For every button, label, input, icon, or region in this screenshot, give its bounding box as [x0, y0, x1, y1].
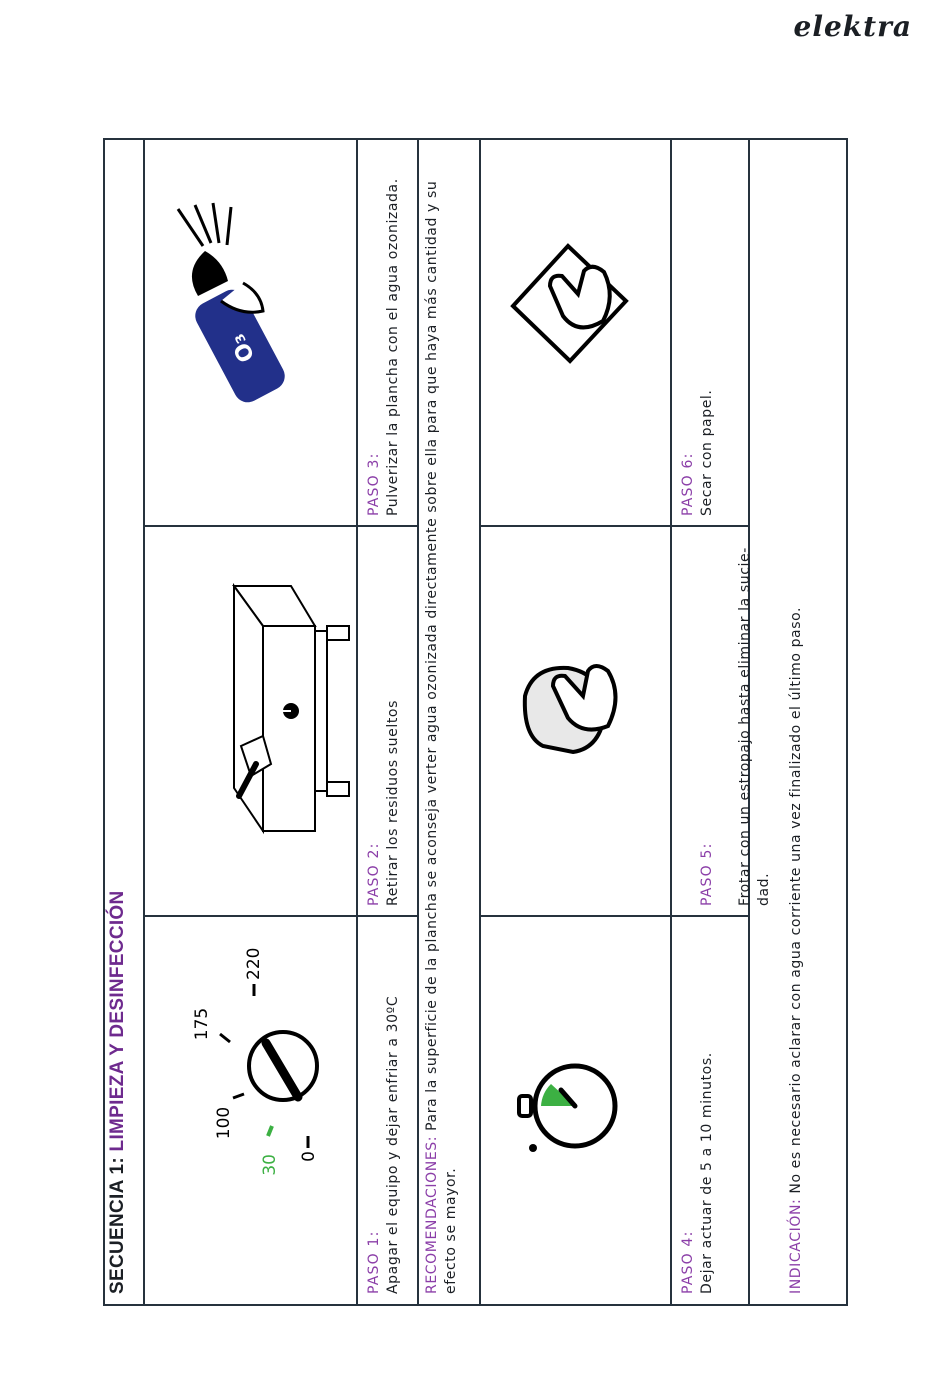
step-1-label: PASO 1:: [366, 1230, 382, 1294]
step-6-text: Secar con papel.: [699, 389, 715, 516]
recommendations-text: Para la superficie de la plancha se aconseja verter agua ozonizada directamente sobre ella para que haya más cantidad y su efecto se mayor.: [424, 180, 459, 1294]
step-5: [679, 536, 774, 906]
brand-logo: elektra: [793, 10, 912, 43]
step-2: [365, 536, 403, 906]
step-2-label: PASO 2:: [366, 842, 382, 906]
scouring-pad-hand-icon: [513, 646, 633, 766]
step-3: [365, 146, 403, 516]
recommendations: [423, 149, 461, 1294]
step-3-text: Pulverizar la plancha con el agua ozonizada.: [385, 178, 401, 516]
sequence-sheet: [103, 138, 848, 1306]
indication-label: INDICACIÓN:: [788, 1198, 804, 1294]
recommendations-label: RECOMENDACIONES:: [424, 1135, 440, 1294]
step-2-text: Retirar los residuos sueltos: [385, 700, 401, 906]
indication: [787, 149, 806, 1294]
step-5-label: PASO 5:: [699, 842, 715, 906]
dial-label-220: 220: [244, 947, 264, 980]
ozone-label: O₃: [224, 329, 261, 367]
indication-text: No es necesario aclarar con agua corriente una vez finalizado el último paso.: [788, 606, 804, 1199]
paper-towel-hand-icon: [508, 236, 638, 366]
step-4-text: Dejar actuar de 5 a 10 minutos.: [699, 1052, 715, 1294]
dial-label-0: 0: [299, 1151, 319, 1162]
ozone-spray-icon: [143, 201, 348, 421]
step-6-label: PASO 6:: [680, 452, 696, 516]
dial-label-30: 30: [260, 1154, 280, 1176]
sequence-title: [107, 890, 129, 1294]
step-1-text: Apagar el equipo y dejar enfriar a 30ºC: [385, 995, 401, 1294]
dial-label-175: 175: [192, 1007, 212, 1041]
step-5-text: Frotar con un estropajo hasta eliminar la sucie- dad.: [737, 547, 772, 906]
step-4: [679, 924, 717, 1294]
dial-label-100: 100: [214, 1106, 234, 1140]
step-6: [679, 146, 717, 516]
step-1: [365, 924, 403, 1294]
sequence-title-prefix: SECUENCIA 1:: [107, 1151, 128, 1294]
griddle-scraper-icon: [131, 586, 353, 836]
temperature-dial-icon: [158, 947, 353, 1246]
stopwatch-icon: [513, 1046, 643, 1176]
step-4-label: PASO 4:: [680, 1230, 696, 1294]
step-3-label: PASO 3:: [366, 452, 382, 516]
sequence-title-main: LIMPIEZA Y DESINFECCIÓN: [107, 890, 128, 1152]
